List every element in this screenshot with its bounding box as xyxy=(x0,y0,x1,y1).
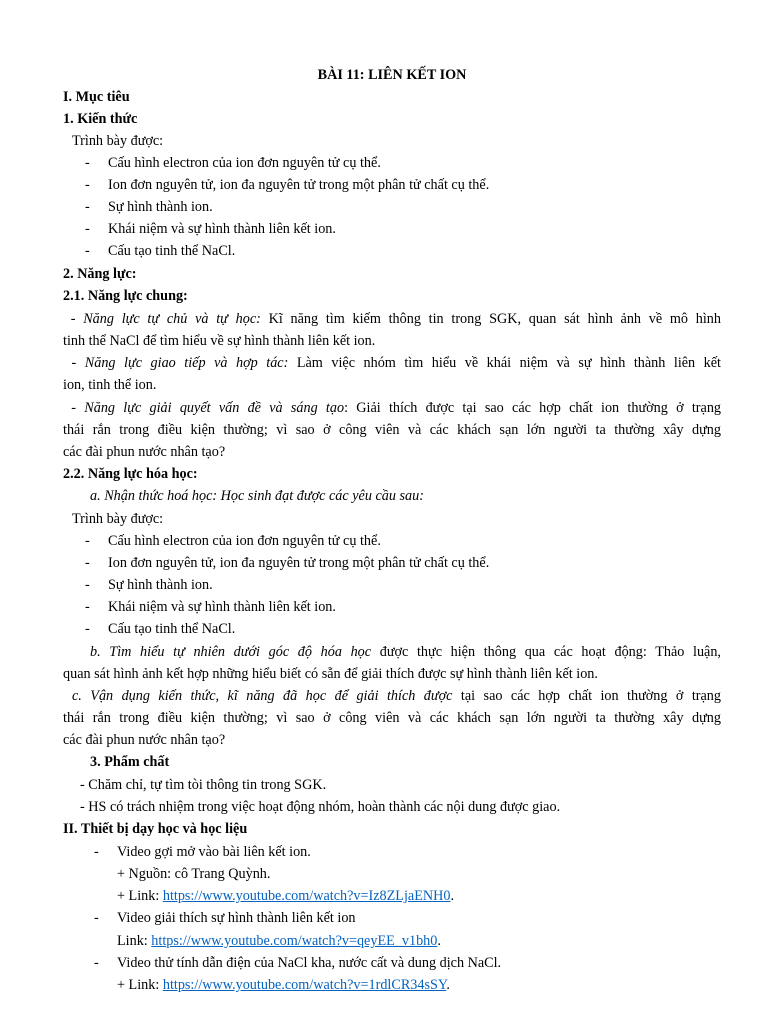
video-link[interactable]: https://www.youtube.com/watch?v=Iz8ZLjaENH0 xyxy=(162,888,451,904)
list-item: Cấu hình electron của ion đơn nguyên tử cụ thể. xyxy=(108,155,381,171)
list-item: Ion đơn nguyên tử, ion đa nguyên tử trong một phân tử chất cụ thể. xyxy=(108,177,490,193)
paragraph-line: quan sát hình ảnh kết hợp những hiểu biết có sẵn để giải thích được sự hình thành liên kết ion. xyxy=(63,666,598,682)
bullet-dash: - xyxy=(94,910,99,926)
video-link[interactable]: https://www.youtube.com/watch?v=qeyEE_v1bh0 xyxy=(151,933,438,949)
subsection-heading-chemistry: 2.2. Năng lực hóa học: xyxy=(63,466,198,482)
list-item: Ion đơn nguyên tử, ion đa nguyên tử trong một phân tử chất cụ thể. xyxy=(108,555,490,571)
paragraph-line: - Năng lực tự chủ và tự học: Kĩ năng tìm kiếm thông tin trong SGK, quan sát hình ảnh về mô hình xyxy=(70,311,721,327)
bullet-dash: - xyxy=(85,199,90,215)
intro-text: Trình bày được: xyxy=(72,511,164,527)
section-heading-competence: 2. Năng lực: xyxy=(63,266,137,282)
list-item: - HS có trách nhiệm trong việc hoạt động nhóm, hoàn thành các nội dung được giao. xyxy=(80,799,561,815)
paragraph-line: thái rắn trong điều kiện thường; vì sao ở công viên và các khách sạn lớn người ta thường xây dựng xyxy=(63,422,721,438)
paragraph-line: các đài phun nước nhân tạo? xyxy=(63,732,226,748)
list-item: - Chăm chỉ, tự tìm tòi thông tin trong SGK. xyxy=(80,777,327,793)
competence-label: Năng lực giao tiếp và hợp tác: xyxy=(84,355,289,371)
video-link[interactable]: https://www.youtube.com/watch?v=1rdlCR34sSY xyxy=(162,977,447,993)
paragraph-line: thái rắn trong điều kiện thường; vì sao ở công viên và các khách sạn lớn người ta thường xây dựng xyxy=(63,710,721,726)
list-item: Video thử tính dẫn điện của NaCl kha, nước cất và dung dịch NaCl. xyxy=(117,955,502,971)
link-line: + Link: https://www.youtube.com/watch?v=1rdlCR34sSY. xyxy=(117,977,450,993)
bullet-dash: - xyxy=(85,177,90,193)
bullet-dash: - xyxy=(85,243,90,259)
list-item: Cấu tạo tinh thể NaCl. xyxy=(108,243,236,259)
source-line: + Nguồn: cô Trang Quỳnh. xyxy=(117,866,271,882)
bullet-dash: - xyxy=(85,621,90,637)
subsection-heading-general: 2.1. Năng lực chung: xyxy=(63,288,188,304)
list-item: Cấu tạo tinh thể NaCl. xyxy=(108,621,236,637)
bullet-dash: - xyxy=(85,155,90,171)
competence-label: Năng lực giải quyết vấn đề và sáng tạo xyxy=(84,400,345,416)
bullet-dash: - xyxy=(85,555,90,571)
lesson-title: BÀI 11: LIÊN KẾT ION xyxy=(317,67,467,83)
subsection-heading-qualities: 3. Phẩm chất xyxy=(90,754,170,770)
bullet-dash: - xyxy=(85,533,90,549)
list-item: Video gợi mở vào bài liên kết ion. xyxy=(117,844,311,860)
bullet-dash: - xyxy=(94,844,99,860)
bullet-dash: - xyxy=(85,577,90,593)
list-item: Video giải thích sự hình thành liên kết ion xyxy=(117,910,356,926)
item-c-label: c. Vận dụng kiến thức, kĩ năng đã học để giải thích được xyxy=(72,688,453,704)
bullet-dash: - xyxy=(85,221,90,237)
paragraph-line: - Năng lực giải quyết vấn đề và sáng tạo: Giải thích được tại sao các hợp chất ion thường ở trạng xyxy=(71,400,722,416)
link-line: Link: https://www.youtube.com/watch?v=qeyEE_v1bh0. xyxy=(117,933,441,949)
item-b-label: b. Tìm hiểu tự nhiên dưới góc độ hóa học xyxy=(90,644,372,660)
paragraph-line: các đài phun nước nhân tạo? xyxy=(63,444,226,460)
bullet-dash: - xyxy=(85,599,90,615)
section-heading-objectives: I. Mục tiêu xyxy=(63,89,130,105)
list-item: Sự hình thành ion. xyxy=(108,577,213,593)
intro-text: Trình bày được: xyxy=(72,133,164,149)
paragraph-line: c. Vận dụng kiến thức, kĩ năng đã học để giải thích được tại sao các hợp chất ion thường ở trạng xyxy=(72,688,721,704)
competence-label: Năng lực tự chủ và tự học: xyxy=(83,311,261,327)
section-heading-equipment: II. Thiết bị dạy học và học liệu xyxy=(63,821,248,837)
list-item: Cấu hình electron của ion đơn nguyên tử cụ thể. xyxy=(108,533,381,549)
paragraph-line: b. Tìm hiểu tự nhiên dưới góc độ hóa học được thực hiện thông qua các hoạt động: Thảo luận, xyxy=(90,644,721,660)
paragraph-line: tinh thể NaCl để tìm hiểu về sự hình thành liên kết ion. xyxy=(63,333,376,349)
paragraph-line: ion, tinh thể ion. xyxy=(63,377,157,393)
paragraph-line: - Năng lực giao tiếp và hợp tác: Làm việc nhóm tìm hiểu về khái niệm và sự hình thành liên kết xyxy=(71,355,722,371)
list-item: Sự hình thành ion. xyxy=(108,199,213,215)
link-line: + Link: https://www.youtube.com/watch?v=Iz8ZLjaENH0. xyxy=(117,888,454,904)
list-item: Khái niệm và sự hình thành liên kết ion. xyxy=(108,599,336,615)
bullet-dash: - xyxy=(94,955,99,971)
item-a-line: a. Nhận thức hoá học: Học sinh đạt được các yêu cầu sau: xyxy=(90,488,424,504)
list-item: Khái niệm và sự hình thành liên kết ion. xyxy=(108,221,336,237)
subsection-heading-knowledge: 1. Kiến thức xyxy=(63,111,138,127)
